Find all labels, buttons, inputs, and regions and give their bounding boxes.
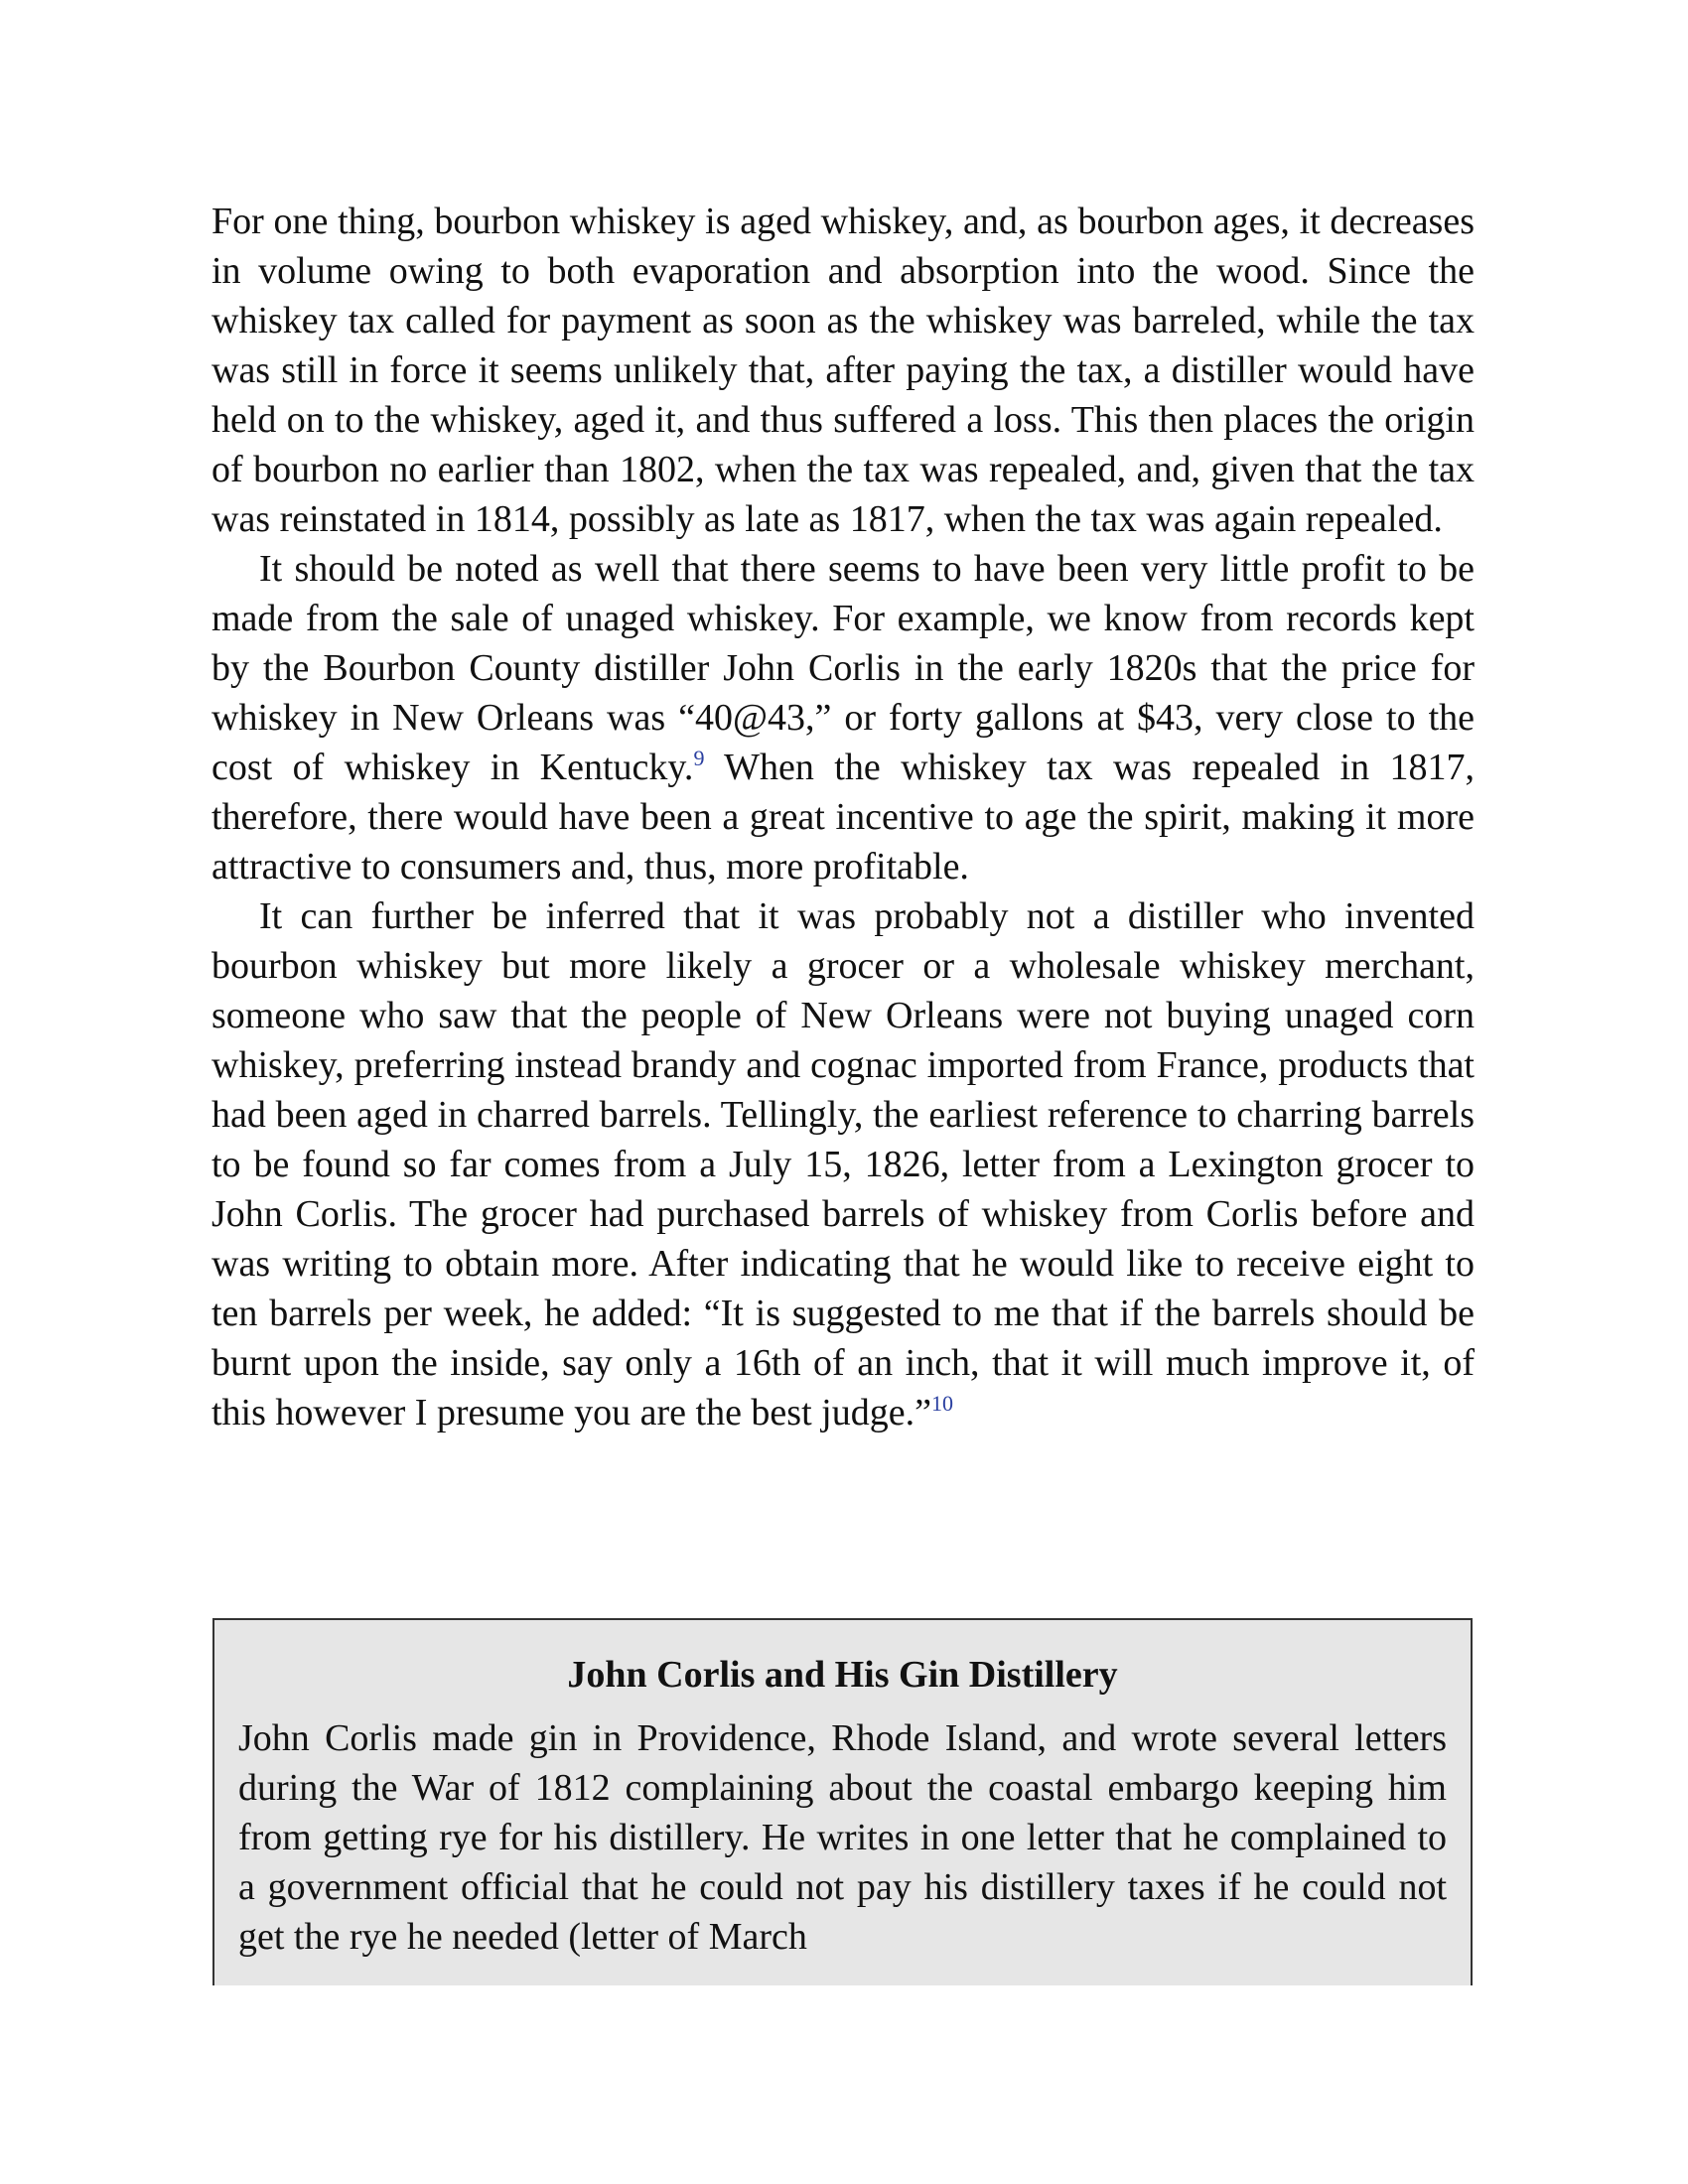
paragraph-3-text-a: It can further be inferred that it was probably not a distiller who invented bourbon whiskey but more likely a grocer or a wholesale whiskey merchant, someone who saw that the people of New Orleans were not buying unaged corn whiskey, preferring instead brandy and cognac imported from France, products that had been aged in charred barrels. Tellingly, the earliest reference to charring barrels to be found so far comes from a July 15, 1826, letter from a Lexington grocer to John Corlis. The grocer had purchased barrels of whiskey from Corlis before and was writing to obtain more. After indicating that he would like to receive eight to ten barrels per week, he added: “It is suggested to me that if the barrels should be burnt upon the inside, say only a 16th of an inch, that it will much improve it, of this however I presume you are the best judge.”: [211, 895, 1475, 1433]
paragraph-1: [211, 197, 1475, 544]
sidebar-title: John Corlis and His Gin Distillery: [567, 1654, 1118, 1696]
paragraph-2: [211, 544, 1475, 891]
sidebar-box: [212, 1618, 1473, 1985]
main-text: [211, 197, 1475, 1437]
footnote-ref-9[interactable]: 9: [693, 746, 705, 770]
footnote-ref-10[interactable]: 10: [930, 1391, 953, 1416]
paragraph-1-text: For one thing, bourbon whiskey is aged whiskey, and, as bourbon ages, it decreases in volume owing to both evaporation and absorption into the wood. Since the whiskey tax called for payment as soon as the whiskey was barreled, while the tax was still in force it seems unlikely that, after paying the tax, a distiller would have held on to the whiskey, aged it, and thus suffered a loss. This then places the origin of bourbon no earlier than 1802, when the tax was repealed, and, given that the tax was reinstated in 1814, possibly as late as 1817, when the tax was again repealed.: [211, 201, 1475, 540]
paragraph-3: [211, 891, 1475, 1437]
paragraph-2-text-b: When the whiskey tax was repealed in 1817, therefore, there would have been a great incentive to age the spirit, making it more attractive to consumers and, thus, more profitable.: [211, 747, 1475, 887]
paragraph-2-text-a: It should be noted as well that there seems to have been very little profit to be made from the sale of unaged whiskey. For example, we know from records kept by the Bourbon County distiller John Corlis in the early 1820s that the price for whiskey in New Orleans was “40@43,” or forty gallons at $43, very close to the cost of whiskey in Kentucky.: [211, 548, 1475, 788]
sidebar-body: John Corlis made gin in Providence, Rhode Island, and wrote several letters during the War of 1812 complaining about the coastal embargo keeping him from getting rye for his distillery. He writes in one letter that he complained to a government official that he could not pay his distillery taxes if he could not get the rye he needed (letter of March: [238, 1717, 1447, 1958]
